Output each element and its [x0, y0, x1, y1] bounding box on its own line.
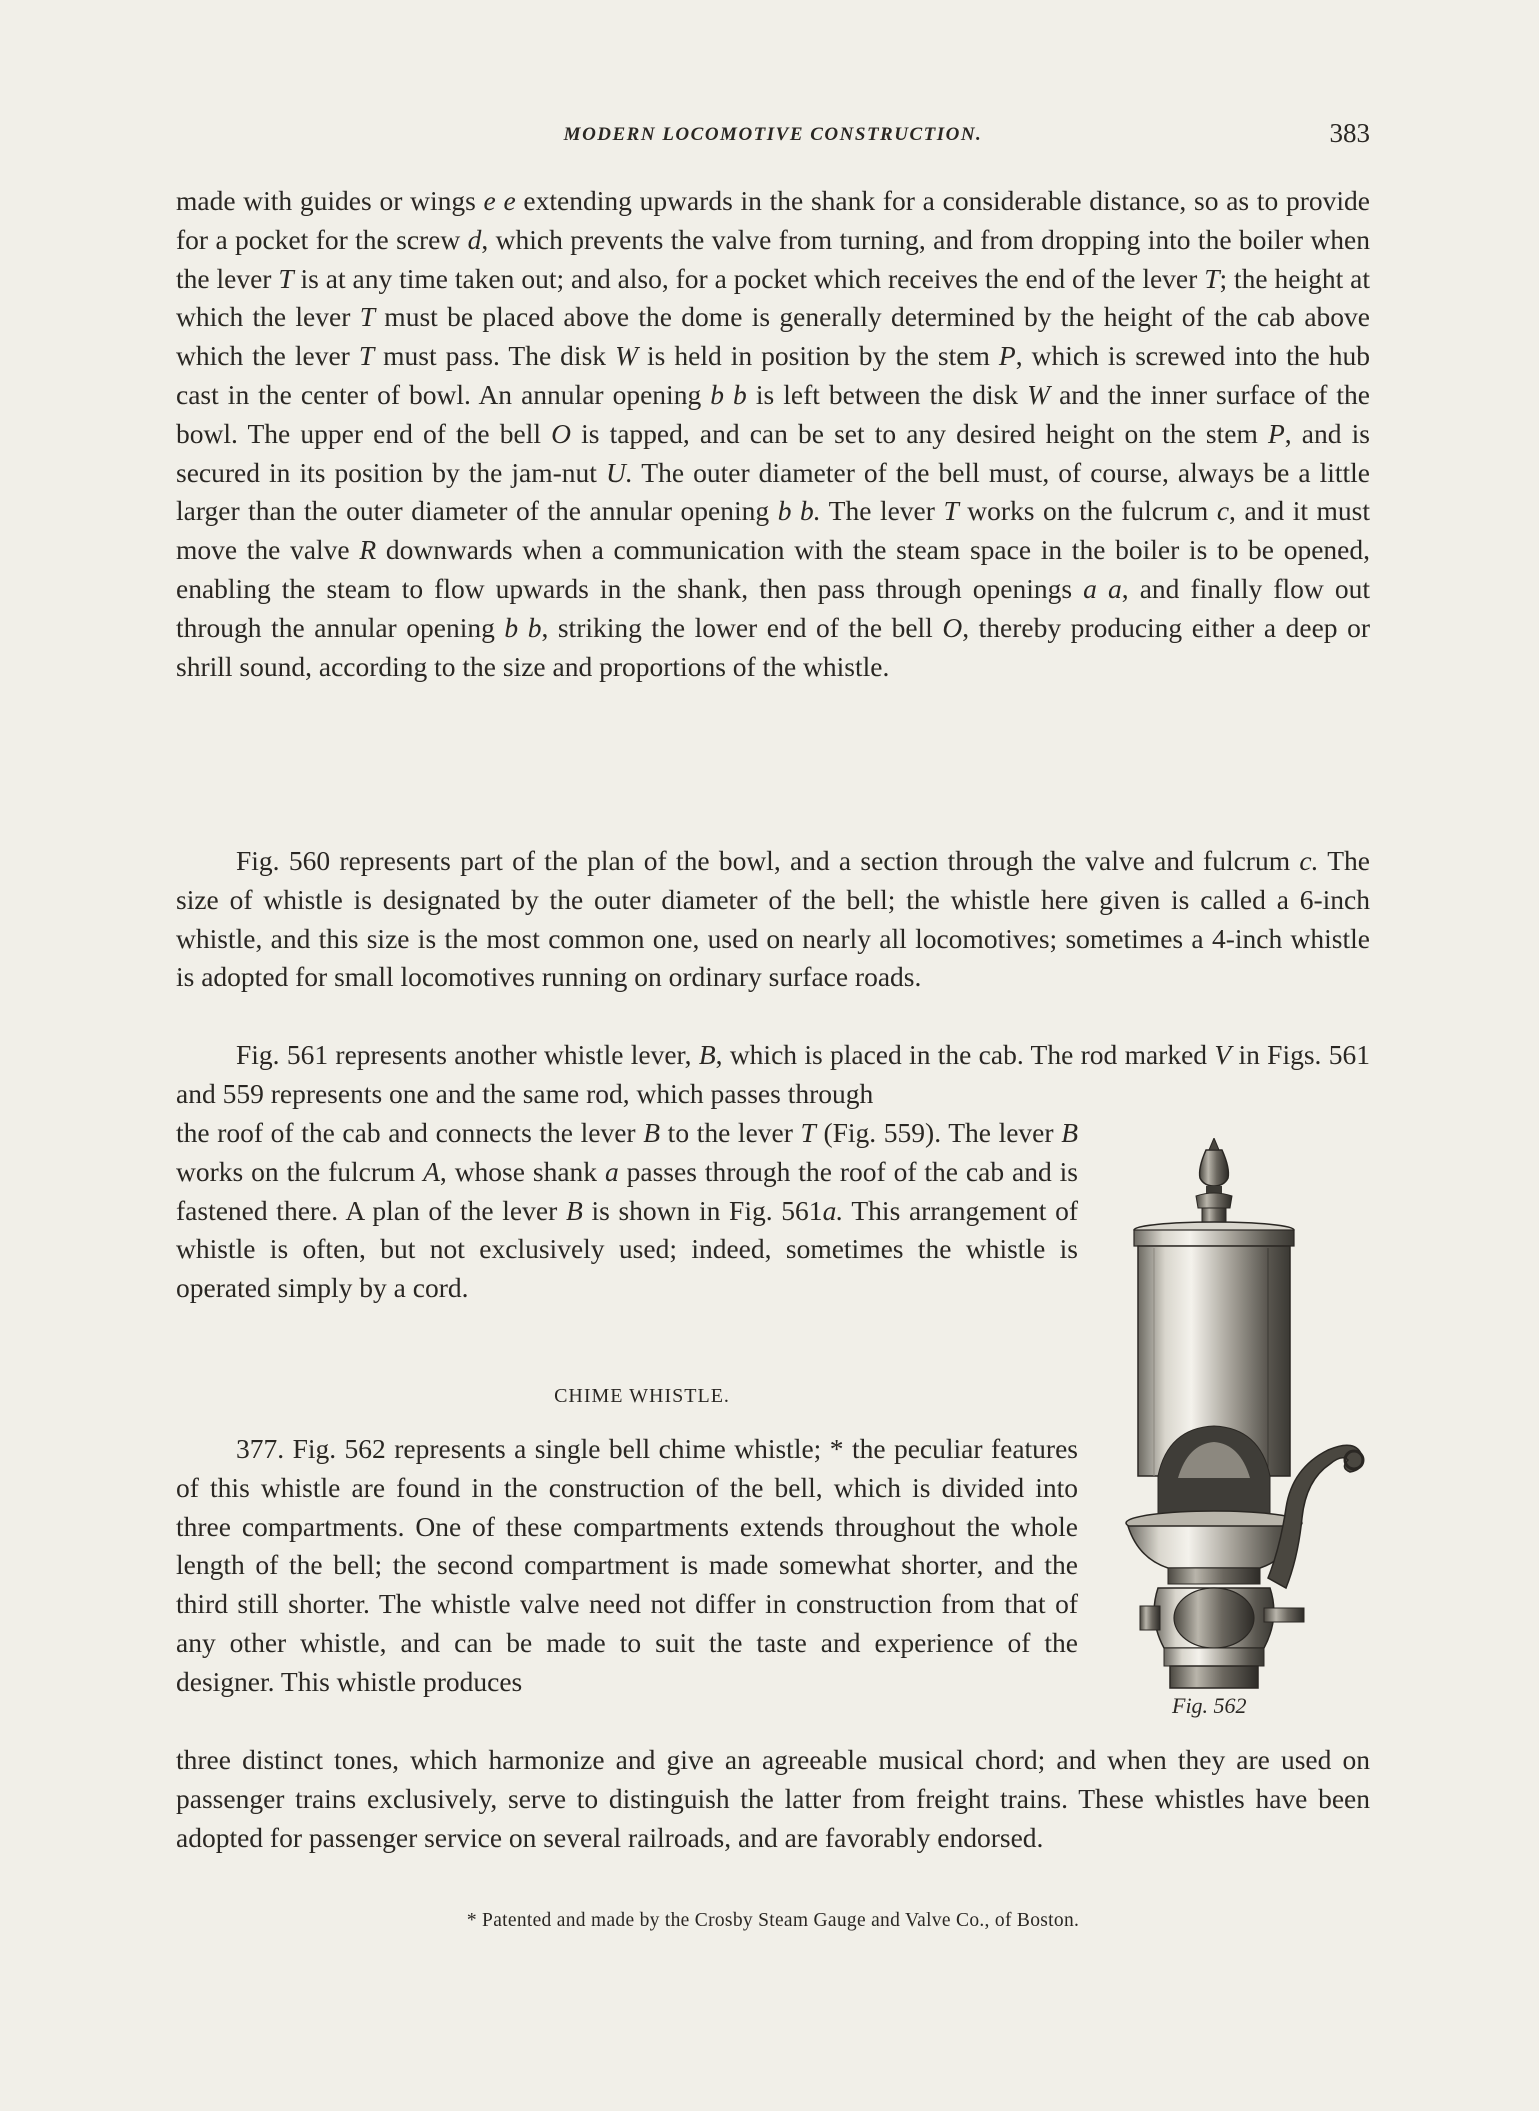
footnote: * Patented and made by the Crosby Steam Gauge and Valve Co., of Boston.	[466, 1910, 1080, 1931]
whistle-bell	[1134, 1222, 1294, 1518]
valve-body	[1140, 1588, 1304, 1688]
running-title: MODERN LOCOMOTIVE CONSTRUCTION.	[563, 124, 983, 145]
chime-whistle-illustration	[1118, 1138, 1378, 1738]
paragraph-fig-560: Fig. 560 represents part of the plan of the bowl, and a section through the valve and fulcrum c. The size of whistle is designated by the outer diameter of the bell; the whistle here given is called a 6-inch whistle, and this size is the most common one, used on nearly all locomotives; sometimes a 4-inch whistle is adopted for small locomotives running on ordinary surface roads.	[176, 845, 1370, 993]
finial	[1196, 1138, 1232, 1224]
paragraph-chime-whistle: 377. Fig. 562 represents a single bell chime whistle; * the peculiar features of this whistle are found in the construction of the bell, which is divided into three compartments. One of these compartments extends throughout the whole length of the bell; the second compartment is made somewhat shorter, and the third still shorter. The whistle valve need not differ in construction from that of any other whistle, and can be made to suit the taste and experience of the designer. This whistle produces	[176, 1433, 1078, 1697]
paragraph-fig-561: Fig. 561 represents another whistle lever, B, which is placed in the cab. The rod marked V in Figs. 561 and 559 represents one and the same rod, which passes through	[176, 1039, 1370, 1109]
paragraph-chime-tones: three distinct tones, which harmonize and give an agreeable musical chord; and when they are used on passenger trains exclusively, serve to distinguish the latter from freight trains. These whistles have been adopted for passenger service on several railroads, and are favorably endorsed.	[176, 1744, 1370, 1853]
figure-caption: Fig. 562	[1172, 1693, 1247, 1718]
section-heading: CHIME WHISTLE.	[554, 1385, 730, 1407]
page-header	[176, 118, 1370, 158]
paragraph-whistle-valve: made with guides or wings e e extending upwards in the shank for a considerable distance, so as to provide for a pocket for the screw d, which prevents the valve from turning, and from dropping into the boiler when the lever T is at any time taken out; and also, for a pocket which receives the end of the lever T; the height at which the lever T must be placed above the dome is generally determined by the height of the cab above which the lever T must pass. The disk W is held in position by the stem P, which is screwed into the hub cast in the center of bowl. An annular opening b b is left between the disk W and the inner surface of the bowl. The upper end of the bell O is tapped, and can be set to any desired height on the stem P, and is secured in its position by the jam-nut U. The outer diameter of the bell must, of course, always be a little larger than the outer diameter of the annular opening b b. The lever T works on the fulcrum c, and it must move the valve R downwards when a communication with the steam space in the boiler is to be opened, enabling the steam to flow upwards in the shank, then pass through openings a a, and finally flow out through the annular opening b b, striking the lower end of the bell O, thereby producing either a deep or shrill sound, according to the size and proportions of the whistle.	[176, 185, 1371, 682]
paragraph-lever-b: the roof of the cab and connects the lever B to the lever T (Fig. 559). The lever B works on the fulcrum A, whose shank a passes through the roof of the cab and is fastened there. A plan of the lever B is shown in Fig. 561a. This arrangement of whistle is often, but not exclusively used; indeed, sometimes the whistle is operated simply by a cord.	[176, 1117, 1078, 1304]
page-number: 383	[1329, 118, 1370, 148]
